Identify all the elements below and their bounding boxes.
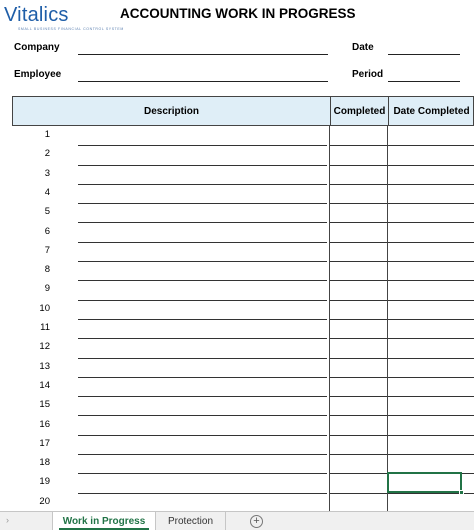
period-input-line[interactable]: [388, 81, 460, 82]
logo-tagline: SMALL BUSINESS FINANCIAL CONTROL SYSTEM: [18, 27, 124, 31]
date-label: Date: [352, 42, 374, 53]
table-row: [0, 146, 474, 165]
table-row: [0, 417, 474, 436]
table-row: [0, 359, 474, 378]
row-number: 4: [44, 186, 50, 198]
table-header: [12, 96, 474, 126]
tab-work-in-progress[interactable]: Work in Progress: [52, 512, 156, 530]
logo-text: Vitalics: [4, 4, 69, 26]
row-number: 5: [44, 206, 50, 218]
table-row: [0, 301, 474, 320]
row-number: 3: [44, 167, 50, 179]
row-number: 6: [44, 225, 50, 237]
row-number: 20: [39, 495, 50, 507]
company-input-line[interactable]: [78, 54, 328, 55]
table-row: [0, 243, 474, 262]
table-row: [0, 262, 474, 281]
company-label: Company: [14, 42, 60, 53]
row-number: 19: [39, 476, 50, 488]
row-number: 16: [39, 418, 50, 430]
row-number: 9: [44, 283, 50, 295]
employee-input-line[interactable]: [78, 81, 328, 82]
row-number: 8: [44, 264, 50, 276]
fill-handle[interactable]: [459, 490, 464, 495]
tab-protection[interactable]: Protection: [156, 512, 226, 530]
row-number: 18: [39, 457, 50, 469]
date-input-line[interactable]: [388, 54, 460, 55]
row-number: 2: [44, 148, 50, 160]
table-row: [0, 378, 474, 397]
table-row: [0, 339, 474, 358]
table-row: [0, 436, 474, 455]
selected-cell[interactable]: [387, 472, 462, 493]
page-title: ACCOUNTING WORK IN PROGRESS: [120, 6, 356, 21]
header-date-completed: Date Completed: [388, 97, 474, 125]
vitalics-logo: [4, 4, 124, 34]
row-number: 17: [39, 437, 50, 449]
employee-label: Employee: [14, 69, 62, 80]
table-row: [0, 127, 474, 146]
header-description: Description: [143, 105, 199, 117]
row-number: 13: [39, 360, 50, 372]
sheet-tab-bar: [0, 511, 474, 530]
table-row: [0, 224, 474, 243]
header-completed: Completed: [330, 97, 388, 125]
tab-scroll-icon[interactable]: ›: [6, 515, 9, 525]
row-number: 12: [39, 341, 50, 353]
table-row: [0, 281, 474, 300]
table-row: [0, 204, 474, 223]
table-row: [0, 397, 474, 416]
table-row: [0, 166, 474, 185]
row-number: 14: [39, 379, 50, 391]
table-row: [0, 185, 474, 204]
row-number: 10: [39, 302, 50, 314]
row-number: 1: [44, 129, 50, 140]
table-row: [0, 320, 474, 339]
row-number: 15: [39, 399, 50, 411]
add-sheet-icon[interactable]: +: [250, 515, 263, 528]
row-number: 7: [44, 244, 50, 256]
period-label: Period: [352, 69, 384, 80]
row-number: 11: [40, 322, 50, 333]
